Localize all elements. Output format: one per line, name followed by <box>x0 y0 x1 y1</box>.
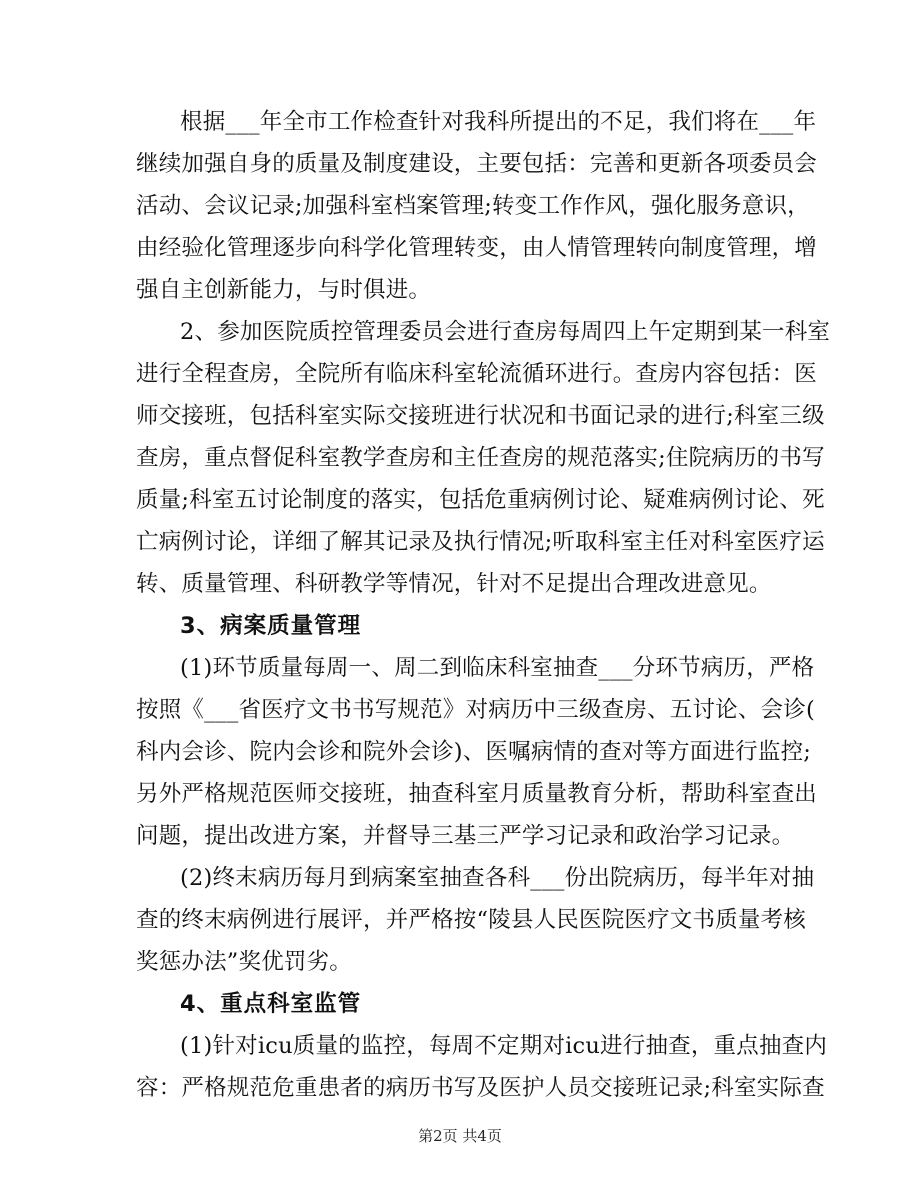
paragraph-line: 另外严格规范医师交接班，抽查科室月质量教育分析，帮助科室查出 <box>136 781 818 807</box>
paragraph-line: (1)针对icu质量的监控，每周不定期对icu进行抽查，重点抽查内 <box>180 1033 828 1059</box>
paragraph-line: 容：严格规范危重患者的病历书写及医护人员交接班记录;科室实际查 <box>136 1075 825 1101</box>
page-number-footer: 第2页 共4页 <box>418 1127 502 1145</box>
paragraph-line: 质量;科室五讨论制度的落实，包括危重病例讨论、疑难病例讨论、死 <box>136 487 825 513</box>
paragraph-line: 师交接班，包括科室实际交接班进行状况和书面记录的进行;科室三级 <box>136 403 825 429</box>
paragraph-line: 科内会诊、院内会诊和院外会诊)、医嘱病情的查对等方面进行监控; <box>136 739 812 765</box>
paragraph-line: 问题，提出改进方案，并督导三基三严学习记录和政治学习记录。 <box>136 823 795 849</box>
section-heading: 4、重点科室监管 <box>180 991 362 1017</box>
paragraph-line: 继续加强自身的质量及制度建设，主要包括：完善和更新各项委员会 <box>136 151 818 177</box>
paragraph-line: (2)终末病历每月到病案室抽查各科___份出院病历，每半年对抽 <box>180 865 815 891</box>
paragraph-line: 查房，重点督促科室教学查房和主任查房的规范落实;住院病历的书写 <box>136 445 825 471</box>
paragraph-line: 奖惩办法”奖优罚劣。 <box>136 949 353 975</box>
paragraph-line: 强自主创新能力，与时俱进。 <box>136 277 432 303</box>
paragraph-line: 2、参加医院质控管理委员会进行查房每周四上午定期到某一科室 <box>180 319 831 345</box>
paragraph-line: (1)环节质量每周一、周二到临床科室抽查___分环节病历，严格 <box>180 655 815 681</box>
paragraph-line: 进行全程查房，全院所有临床科室轮流循环进行。查房内容包括：医 <box>136 361 818 387</box>
paragraph-line: 查的终末病例进行展评，并严格按“陵县人民医院医疗文书质量考核 <box>136 907 807 933</box>
paragraph-line: 亡病例讨论，详细了解其记录及执行情况;听取科室主任对科室医疗运 <box>136 529 825 555</box>
paragraph-line: 活动、会议记录;加强科室档案管理;转变工作作风，强化服务意识， <box>136 193 810 219</box>
paragraph-line: 由经验化管理逐步向科学化管理转变，由人情管理转向制度管理，增 <box>136 235 818 261</box>
paragraph-line: 转、质量管理、科研教学等情况，针对不足提出合理改进意见。 <box>136 571 772 597</box>
paragraph-line: 按照《___省医疗文书书写规范》对病历中三级查房、五讨论、会诊( <box>136 697 815 723</box>
section-heading: 3、病案质量管理 <box>180 613 362 639</box>
paragraph-line: 根据___年全市工作检查针对我科所提出的不足，我们将在___年 <box>180 109 817 135</box>
